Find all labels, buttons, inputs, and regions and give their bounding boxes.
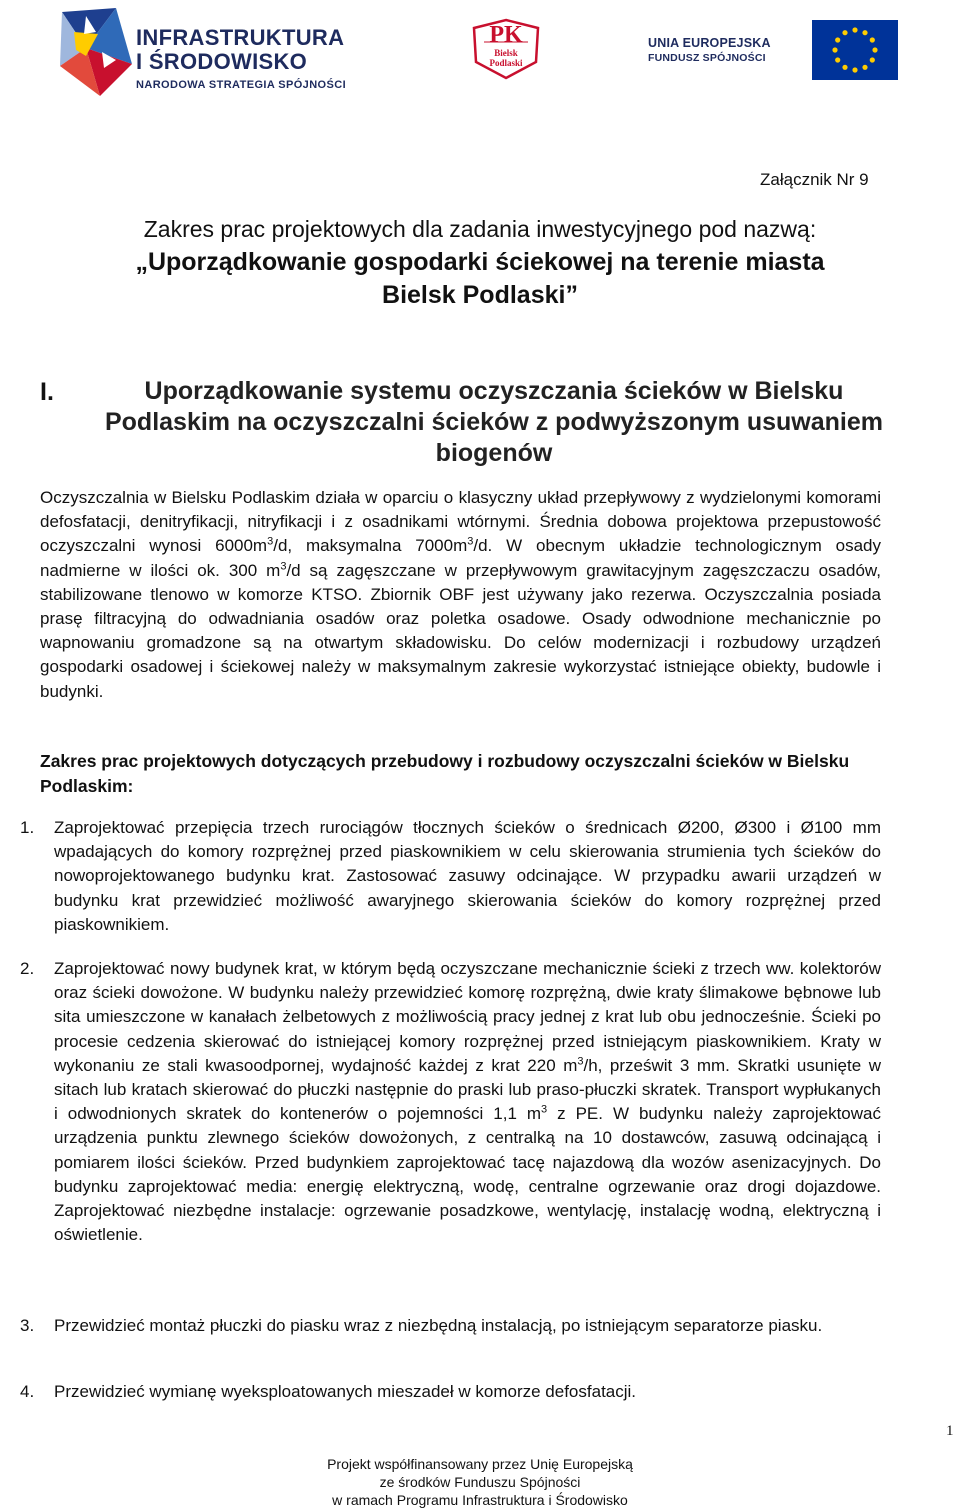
item2-sup-2: 3 [541,1103,548,1116]
eu-logo-line1: UNIA EUROPEJSKA [648,36,771,50]
title-line3: Bielsk Podlaski” [382,281,578,309]
item2-text-3: z PE. W budynku należy zaprojektować urządzenia punktu zlewnego ścieków dowożonych, z centralką na 10 dostawców, zasuwą odcinającą i pomiarem ilości ścieków. Przed budynkiem zaprojektować tacę najazdową dla wozów asenizacyjnych. Do budynku zaprojektować media: energię elektryczną, wodę, centralne ogrzewanie oraz drogi dojazdowe. Zaprojektować niezbędne instalacje: ogrzewanie posadzkowe, wentylację, instalację wodną, elektryczną i oświetlenie. [54,1104,881,1245]
infra-logo-line1: INFRASTRUKTURA [136,25,345,50]
bielsk-podlaski-logo [470,18,542,80]
infrastruktura-logo [56,4,356,100]
list-item-number: 2. [20,959,35,978]
intro-sup-3: 3 [280,559,287,572]
list-item-text: Zaprojektować przepięcia trzech rurociągów tłocznych ścieków o średnicach Ø200, Ø300 i Ø100 mm wpadających do komory rozprężnej przed piaskownikiem w celu skierowania strumienia tych ścieków do nowoprojektowanego budynku krat. Zastosować zasuwy odcinające. W przypadku awarii urządzeń w budynku krat przewidzieć możliwość awaryjnego skierowania ścieków do komory rozprężnej przed piaskownikiem. [54,818,881,934]
list-item-text: Przewidzieć montaż płuczki do piasku wraz z niezbędną instalacją, po istniejącym separatorze piasku. [54,1316,823,1335]
intro-paragraph [40,486,881,704]
footer-line2: ze środków Funduszu Spójności [379,1474,581,1490]
pk-line1: Bielsk [494,48,518,58]
item2-text-1: Zaprojektować nowy budynek krat, w którym będą oczyszczane mechanicznie ścieki z trzech ww. kolektorów oraz ścieki dowożone. W budynku należy przewidzieć komorę rozprężną, dwie kraty ślimakowe bębnowe lub sita umieszczone w kanałach żelbetowych z możliwością pracy jednej z krat lub obu jednocześnie. Ścieki po procesie cedzenia skierować do istniejącej komory rozprężnej przed istniejącym piaskownikiem. Kraty w wykonaniu ze stali kwasoodpornej, wydajność każdej z krat 220 m [54,959,881,1075]
eu-flag-icon [812,20,898,80]
intro-text-4: /d są zagęszczane w przepływowym grawitacyjnym zagęszczaczu osadów, stabilizowane tlenowo w komorze KTSO. Zbiornik OBF jest używany jako rezerwa. Oczyszczalnia posiada prasę filtracyjną do odwadniania osadów oraz poletka osadowe. Osady odwodnione mechanicznie po wapnowaniu gromadzone są na otwartym składowisku. Do celów modernizacji i rozbudowy urządzeń gospodarki osadowej i ściekowej należy w maksymalnym zakresie wykorzystać istniejące obiekty, budowle i budynki. [40,560,881,701]
eu-logo-line2: FUNDUSZ SPÓJNOŚCI [648,52,766,64]
footer-line3: w ramach Programu Infrastruktura i Środowisko [332,1492,628,1508]
section-title: Uporządkowanie systemu oczyszczania ścieków w Bielsku Podlaskim na oczyszczalni ścieków z podwyższonym usuwaniem biogenów [104,377,883,467]
footer-line1: Projekt współfinansowany przez Unię Europejską [327,1456,633,1472]
infrastruktura-star-icon [56,4,138,100]
eu-logo [648,20,900,82]
intro-sup-2: 3 [467,535,474,548]
title-line1: Zakres prac projektowych dla zadania inwestycyjnego pod nazwą: [143,216,817,242]
infra-logo-line2: I ŚRODOWISKO [136,49,308,74]
list-item-number: 3. [20,1316,35,1335]
list-item-text [54,957,881,1247]
item2-text-2: /h, prześwit 3 mm. Skratki usunięte w sitach lub kratach skierować do płuczki następnie do praski lub praso-płuczki skratek. Transport wypłukanych i odwodnionych skratek do kontenerów o pojemności 1,1 m [54,1055,881,1124]
scope-heading: Zakres prac projektowych dotyczących przebudowy i rozbudowy oczyszczalni ścieków w Bielsku Podlaskim: [40,751,850,796]
title-line2: „Uporządkowanie gospodarki ściekowej na terenie miasta [135,248,825,276]
list-item-number: 1. [20,818,35,837]
pk-mark: PK [489,22,523,48]
item2-sup-1: 3 [577,1055,584,1068]
document-title [20,213,940,312]
page-number: 1 [946,1423,954,1439]
infra-logo-line3: NARODOWA STRATEGIA SPÓJNOŚCI [136,79,347,91]
annex-label: Załącznik Nr 9 [760,170,869,189]
pk-line2: Podlaski [489,58,523,68]
list-item-number: 4. [20,1382,35,1401]
intro-text-2: /d, maksymalna 7000m [273,536,468,556]
intro-sup-1: 3 [267,535,274,548]
section-number: I. [40,378,54,406]
intro-text-3: /d. W obecnym układzie technologicznym osady nadmierne w ilości ok. 300 m [40,536,881,580]
list-item-text: Przewidzieć wymianę wyeksploatowanych mieszadeł w komorze defosfatacji. [54,1382,637,1401]
intro-text-1: Oczyszczalnia w Bielsku Podlaskim działa w oparciu o klasyczny układ przepływowy z wydzielonymi komorami defosfatacji, denitryfikacji, nitryfikacji i z osadnikami wtórnymi. Średnia dobowa projektowa przepustowość oczyszczalni wynosi 6000m [40,488,881,556]
page-footer [220,1455,740,1509]
